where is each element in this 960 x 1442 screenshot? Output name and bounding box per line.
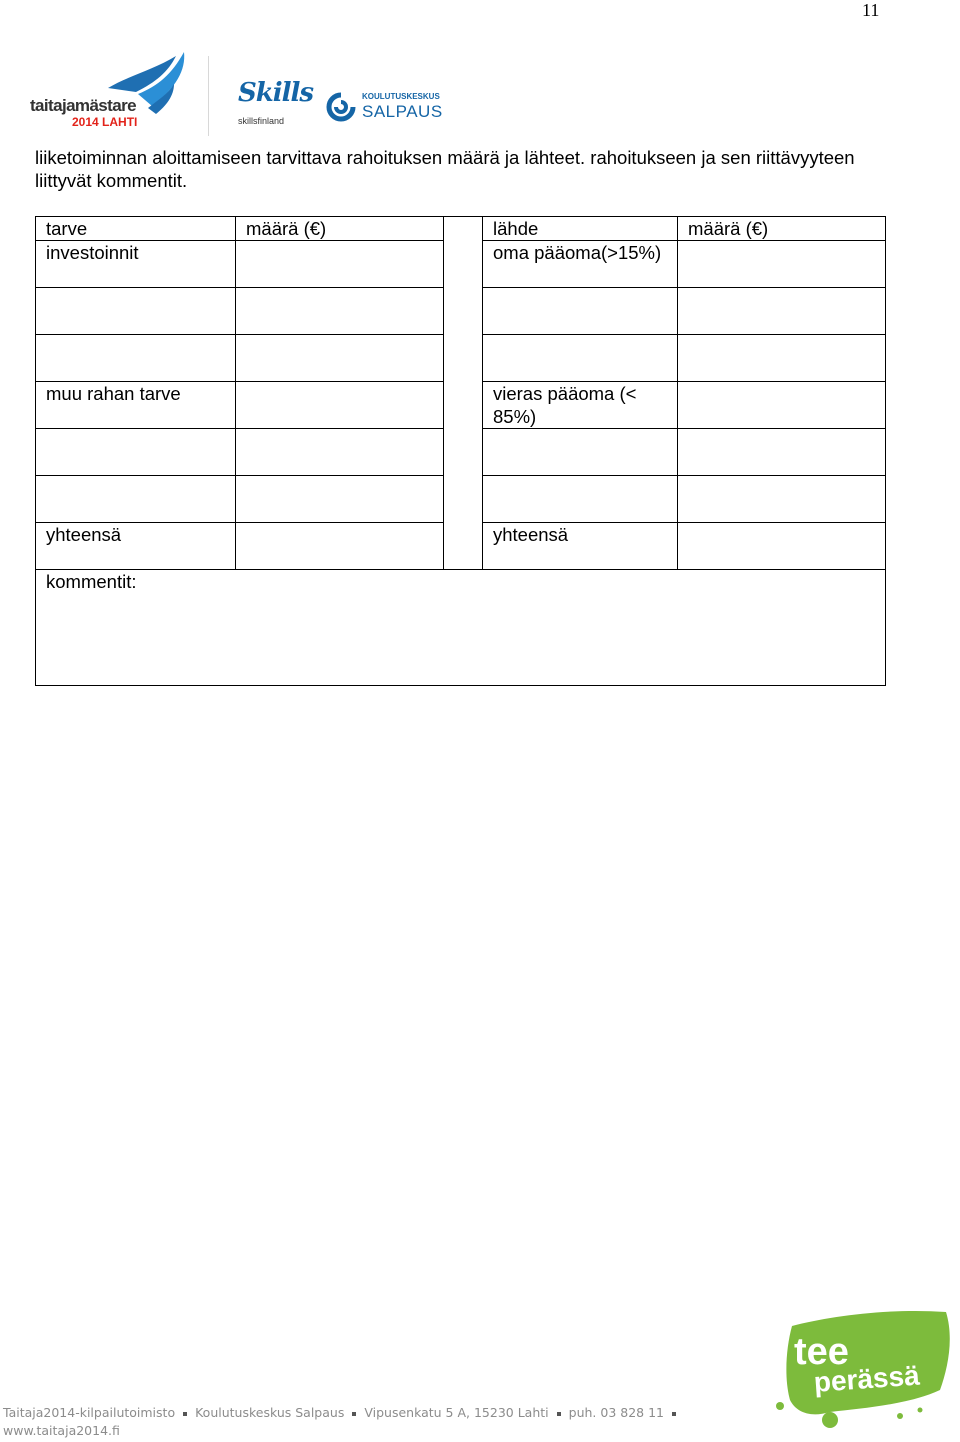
- table-row: [36, 335, 886, 382]
- column-gap: [444, 217, 483, 241]
- source-amount-cell[interactable]: [678, 335, 886, 382]
- table-row: [36, 382, 886, 429]
- footer: [3, 1404, 684, 1440]
- column-gap: [444, 523, 483, 570]
- badge-splash-dot: [897, 1413, 903, 1419]
- need-total-label: yhteensä: [36, 523, 236, 570]
- source-total-amount[interactable]: [678, 523, 886, 570]
- header-source-amount: määrä (€): [678, 217, 886, 241]
- intro-text: liiketoiminnan aloittamiseen tarvittava rahoituksen määrä ja lähteet. rahoitukseen ja sen riittävyyteen liittyvät kommentit.: [35, 147, 855, 191]
- source-amount-cell[interactable]: [678, 476, 886, 523]
- need-amount-cell[interactable]: [236, 335, 444, 382]
- source-amount-cell[interactable]: [678, 429, 886, 476]
- footer-item: puh. 03 828 11: [568, 1405, 664, 1420]
- taitaja-logo-year: 2014 LAHTI: [72, 115, 138, 129]
- column-gap: [444, 288, 483, 335]
- footer-website[interactable]: www.taitaja2014.fi: [3, 1423, 120, 1438]
- need-amount-cell[interactable]: [236, 241, 444, 288]
- source-cell[interactable]: [483, 288, 678, 335]
- taitaja-logo: [30, 48, 190, 140]
- source-cell[interactable]: [483, 429, 678, 476]
- need-cell: muu rahan tarve: [36, 382, 236, 429]
- column-gap: [444, 241, 483, 288]
- source-amount-cell[interactable]: [678, 288, 886, 335]
- separator-icon: [557, 1412, 561, 1416]
- header-logos: [30, 48, 450, 140]
- need-amount-cell[interactable]: [236, 429, 444, 476]
- salpaus-logo-big: SALPAUS: [362, 102, 443, 121]
- footer-item: Taitaja2014-kilpailutoimisto: [3, 1405, 176, 1420]
- badge-line2: perässä: [812, 1359, 921, 1398]
- table-row: [36, 429, 886, 476]
- table-header-row: [36, 217, 886, 241]
- footer-item: Vipusenkatu 5 A, 15230 Lahti: [364, 1405, 549, 1420]
- column-gap: [444, 382, 483, 429]
- comments-label: kommentit:: [46, 571, 137, 592]
- funding-table: [35, 216, 886, 686]
- salpaus-swirl-icon: [326, 92, 356, 122]
- table-row: [36, 241, 886, 288]
- separator-icon: [672, 1412, 676, 1416]
- header-source: lähde: [483, 217, 678, 241]
- need-amount-cell[interactable]: [236, 288, 444, 335]
- badge-splash-dot: [822, 1412, 838, 1428]
- need-amount-cell[interactable]: [236, 382, 444, 429]
- tee-perassa-badge: [770, 1308, 955, 1433]
- skills-finland-logo: [236, 78, 314, 134]
- badge-splash-dot: [776, 1402, 784, 1410]
- logo-divider: [208, 56, 209, 136]
- source-cell: oma pääoma(>15%): [483, 241, 678, 288]
- taitaja-logo-name: taitajamästare: [30, 96, 136, 115]
- need-cell[interactable]: [36, 429, 236, 476]
- source-cell: vieras pääoma (< 85%): [483, 382, 678, 429]
- source-cell[interactable]: [483, 476, 678, 523]
- table-row: [36, 288, 886, 335]
- total-row: [36, 523, 886, 570]
- comments-area[interactable]: [36, 570, 886, 686]
- source-cell[interactable]: [483, 335, 678, 382]
- column-gap: [444, 476, 483, 523]
- header-need: tarve: [36, 217, 236, 241]
- column-gap: [444, 335, 483, 382]
- page-number: 11: [862, 0, 880, 20]
- need-total-amount[interactable]: [236, 523, 444, 570]
- salpaus-logo: [326, 90, 446, 130]
- need-cell[interactable]: [36, 288, 236, 335]
- separator-icon: [183, 1412, 187, 1416]
- table-row: [36, 476, 886, 523]
- column-gap: [444, 429, 483, 476]
- source-total-label: yhteensä: [483, 523, 678, 570]
- source-amount-cell[interactable]: [678, 241, 886, 288]
- skills-logo-script: Skills: [238, 78, 314, 108]
- salpaus-logo-small: KOULUTUSKESKUS: [362, 92, 440, 101]
- need-cell: investoinnit: [36, 241, 236, 288]
- footer-item: Koulutuskeskus Salpaus: [195, 1405, 345, 1420]
- badge-splash-dot: [918, 1408, 923, 1413]
- source-amount-cell[interactable]: [678, 382, 886, 429]
- need-amount-cell[interactable]: [236, 476, 444, 523]
- need-cell[interactable]: [36, 476, 236, 523]
- separator-icon: [352, 1412, 356, 1416]
- skills-logo-sub: skillsfinland: [238, 116, 285, 126]
- badge-line1: tee: [794, 1331, 849, 1373]
- comments-row: [36, 570, 886, 686]
- need-cell[interactable]: [36, 335, 236, 382]
- header-need-amount: määrä (€): [236, 217, 444, 241]
